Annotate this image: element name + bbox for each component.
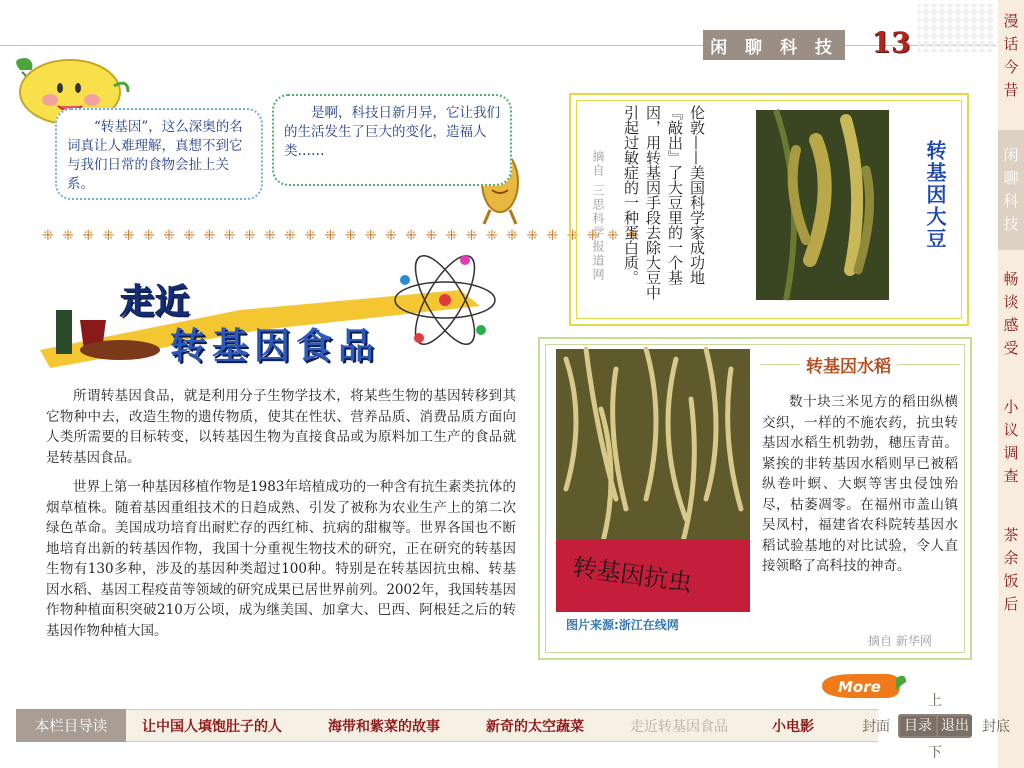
page-up-button[interactable]: 上 [928,693,942,709]
sidebar [998,0,1024,768]
sidebar-item-xiaoyidiaocha[interactable]: 小 议 调 查 [1003,398,1019,485]
nav-link-zoujin-current[interactable]: 走近转基因食品 [630,719,728,735]
section-label: 闲 聊 科 技 [703,30,845,60]
more-label: More [838,678,881,696]
toc-button[interactable]: 目录 [900,716,936,736]
article-title-line2: 转基因食品 [170,326,381,367]
decorative-divider: ⁜ ⁜ ⁜ ⁜ ⁜ ⁜ ⁜ ⁜ ⁜ ⁜ ⁜ ⁜ ⁜ ⁜ ⁜ ⁜ ⁜ ⁜ ⁜ ⁜ ⁜ ⁜ ⁜ ⁜ ⁜ ⁜ ⁜ ⁜ ⁜ ⁜ [42,228,641,244]
page-down-button[interactable]: 下 [928,745,942,761]
rice-photo [556,349,750,612]
rice-title-wrap [756,352,956,376]
soybean-title: 转基因大豆 [923,140,947,250]
article-paragraph: 世界上第一种基因移植作物是1983年培植成功的一种含有抗生素类抗体的烟草植株。随着基因重组技术的日趋成熟、引发了被称为农业生产上的第二次绿色革命。美国成功培育出耐贮存的西红柿、抗病的甜椒等。世界各国也不断地培育出新的转基因作物，我国十分重视生物技术的研究，正在研究的转基因生物有130多种，涉及的基因种类超过100种。特别是在转基因抗虫棉、转基因水稻、基因工程疫苗等领域的研究成果已居世界前列。2002年，我国转基因作物种植面积突破210万公顷，成为继美国、加拿大、巴西、阿根廷之后的转基因作物种植大国。 [46,479,516,639]
soybean-source: 摘自 三思科学报道网 [591,150,605,282]
corner-pattern [918,4,994,52]
article-title-line1: 走近 [120,282,190,322]
sidebar-item-changtanganshou[interactable]: 畅 谈 感 受 [1003,270,1019,357]
rice-sign-text: 转基因抗虫 [571,552,694,598]
rice-text: 数十块三米见方的稻田纵横交织，一样的不施农药，抗虫转基因水稻生机勃勃，穗压青苗。紧挨的非转基因水稻则早已被稻纵卷叶螟、大螟等害虫侵蚀殆尽，枯萎凋零。在福州市盖山镇吴凤村，福建省农科院转基因水稻试验基地的对比试验，令人直接领略了高科技的神奇。 [762,394,958,574]
nav-link-taikongshucai[interactable]: 新奇的太空蔬菜 [486,719,584,735]
page-number: 13 [871,26,911,59]
exit-button[interactable]: 退出 [938,716,972,736]
sidebar-item-xianliaokeji[interactable]: 闲 聊 科 技 [998,130,1024,250]
rice-source: 摘自 新华网 [868,634,932,648]
cover-button[interactable]: 封面 [862,719,890,735]
rice-title: 转基因水稻 [800,352,897,377]
sidebar-item-chayufanhou[interactable]: 茶 余 饭 后 [1003,526,1019,613]
soybean-photo [756,110,889,300]
speech-bubble-left: “转基因”，这么深奥的名词真让人难理解，真想不到它与我们日常的食物会扯上关系。 [55,108,263,200]
speech-bubble-right: 是啊，科技日新月异，它让我们的生活发生了巨大的变化，造福人类…… [272,94,512,186]
header-rule [0,45,996,46]
article-paragraph: 所谓转基因食品，就是利用分子生物学技术，将某些生物的基因转移到其它物种中去，改造生物的遗传物质，使其在性状、营养品质、消费品质方面向人类所需要的目标转变，以转基因生物为直接食品或为原料加工生产的食品就是转基因食品。 [46,388,516,466]
nav-link-tianbaoduzi[interactable]: 让中国人填饱肚子的人 [142,719,282,735]
more-button[interactable] [818,672,910,700]
nav-link-xiaodianying[interactable]: 小电影 [772,719,814,735]
rice-image-credit: 图片来源:浙江在线网 [566,618,679,632]
back-cover-button[interactable]: 封底 [982,719,1010,735]
sidebar-item-manhuajinxi[interactable]: 漫 话 今 昔 [1003,12,1019,99]
bottom-nav-label: 本栏目导读 [16,709,126,742]
nav-link-haidai[interactable]: 海带和紫菜的故事 [328,719,440,735]
soybean-text: 伦敦——美国科学家成功地『敲出』了大豆里的一个基因，用转基因手段去除大豆中引起过敏症的一种蛋白质。 [622,105,706,300]
